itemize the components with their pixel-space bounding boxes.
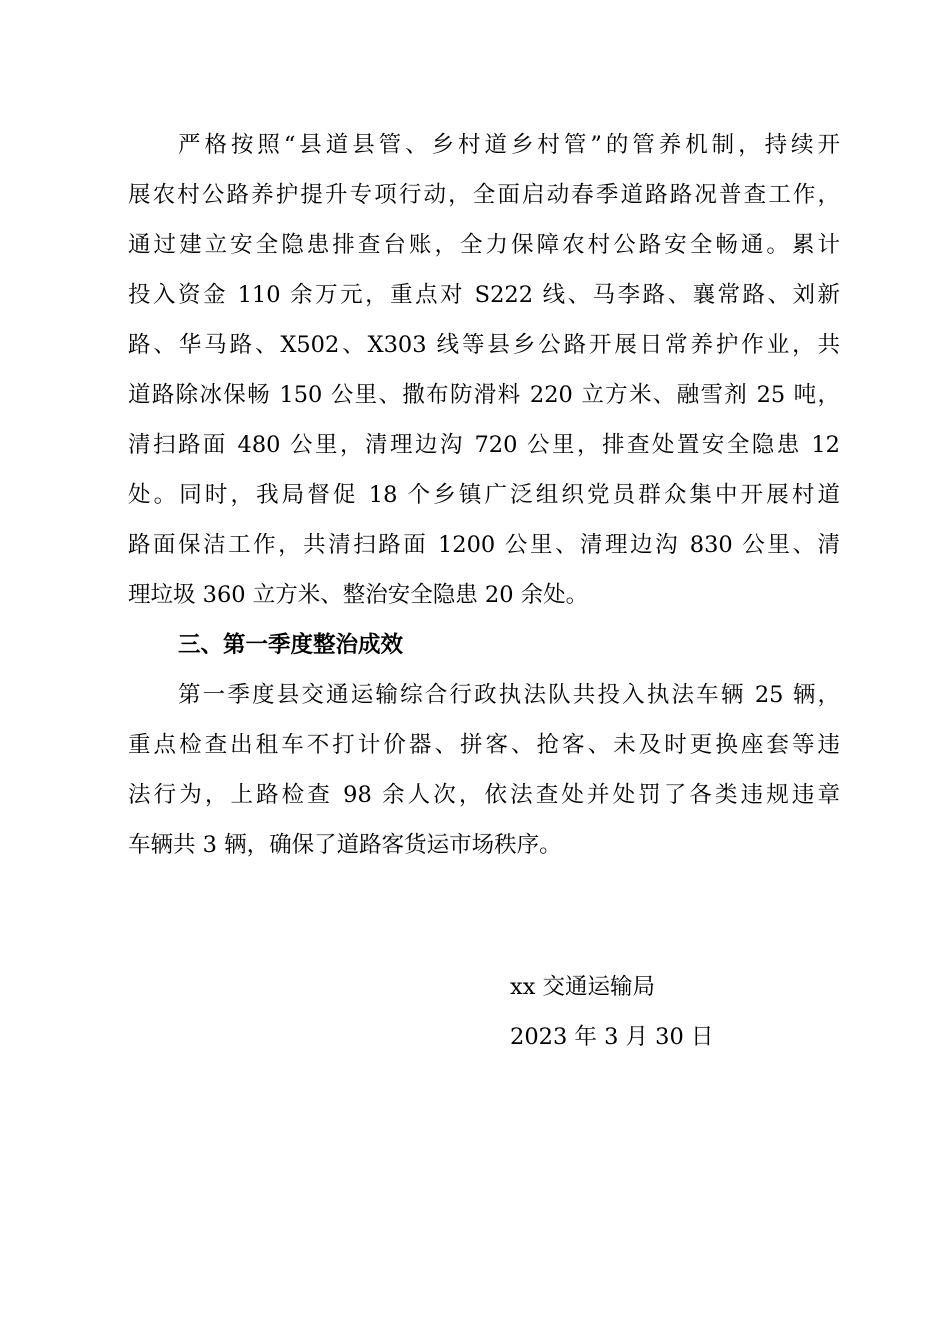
paragraph-1-line-3: 通过建立安全隐患排查台账，全力保障农村公路安全畅通。累计 xyxy=(128,232,840,258)
paragraph-1-line-8: 处。同时，我局督促 18 个乡镇广泛组织党员群众集中开展村道 xyxy=(128,482,840,508)
paragraph-1-line-1: 严格按照“县道县管、乡村道乡村管”的管养机制，持续开 xyxy=(178,132,840,158)
section-3-heading: 三、第一季度整治成效 xyxy=(178,632,404,658)
paragraph-1-line-7: 清扫路面 480 公里，清理边沟 720 公里，排查处置安全隐患 12 xyxy=(128,432,840,458)
paragraph-1-line-5: 路、华马路、X502、X303 线等县乡公路开展日常养护作业，共 xyxy=(128,332,840,358)
section-3-line-2: 重点检查出租车不打计价器、拼客、抢客、未及时更换座套等违 xyxy=(128,732,840,758)
section-3-line-1: 第一季度县交通运输综合行政执法队共投入执法车辆 25 辆， xyxy=(178,682,840,708)
paragraph-1-line-2: 展农村公路养护提升专项行动，全面启动春季道路路况普查工作， xyxy=(128,182,840,208)
paragraph-1-line-6: 道路除冰保畅 150 公里、撒布防滑料 220 立方米、融雪剂 25 吨， xyxy=(128,382,840,408)
section-3-line-4: 车辆共 3 辆，确保了道路客货运市场秩序。 xyxy=(128,832,562,858)
paragraph-1-line-4: 投入资金 110 余万元，重点对 S222 线、马李路、襄常路、刘新 xyxy=(128,282,840,308)
signature-date: 2023 年 3 月 30 日 xyxy=(510,1024,714,1050)
paragraph-1-line-9: 路面保洁工作，共清扫路面 1200 公里、清理边沟 830 公里、清 xyxy=(128,532,840,558)
paragraph-1-line-10: 理垃圾 360 立方米、整治安全隐患 20 余处。 xyxy=(128,582,589,608)
signature-organization: xx 交通运输局 xyxy=(510,974,656,1000)
section-3-line-3: 法行为，上路检查 98 余人次，依法查处并处罚了各类违规违章 xyxy=(128,782,840,808)
